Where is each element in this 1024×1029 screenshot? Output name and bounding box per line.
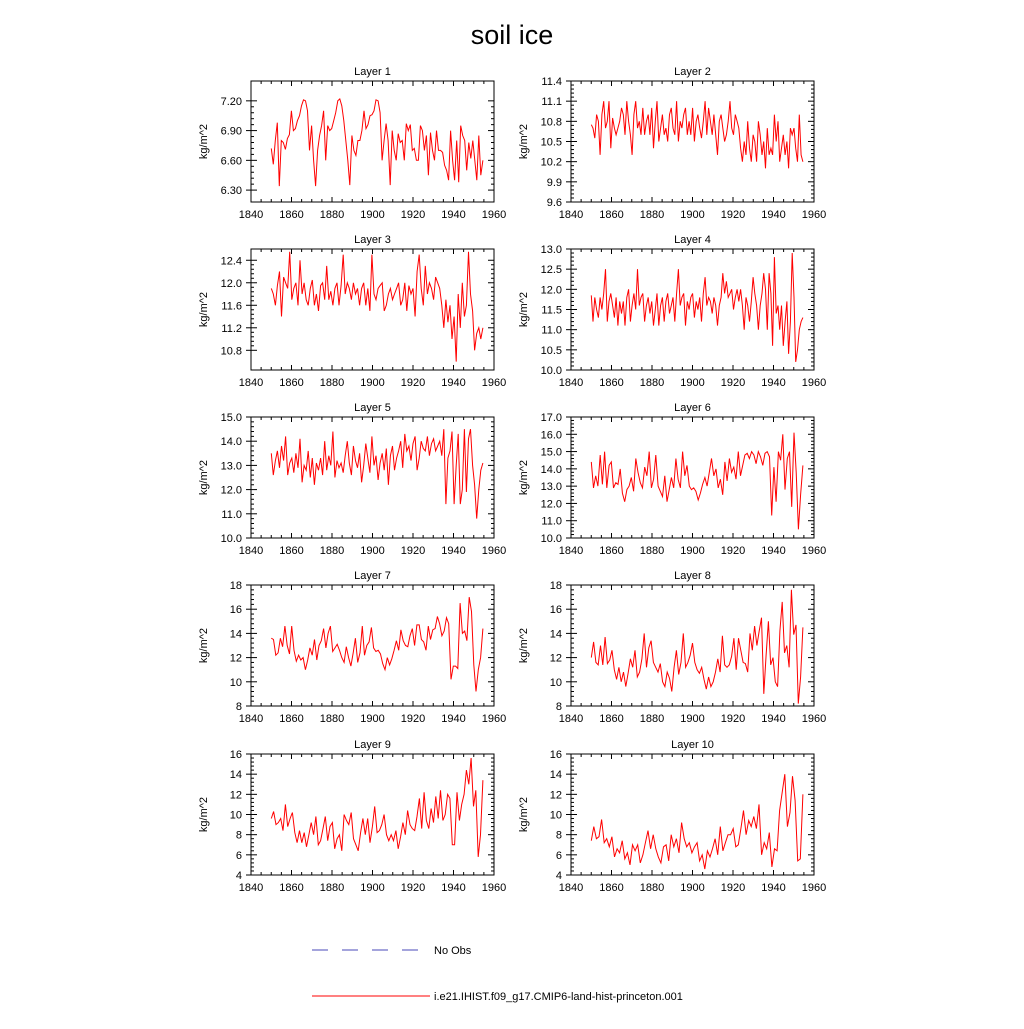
y-tick-label: 12.0 bbox=[220, 484, 242, 497]
x-tick-label: 1860 bbox=[279, 545, 304, 557]
series-line bbox=[271, 99, 483, 186]
x-tick-label: 1960 bbox=[481, 713, 507, 725]
y-tick-label: 4 bbox=[555, 870, 562, 882]
y-tick-label: 12 bbox=[549, 652, 562, 665]
y-tick-label: 14 bbox=[229, 769, 242, 782]
x-tick-label: 1900 bbox=[680, 377, 705, 389]
y-tick-label: 14.0 bbox=[220, 436, 242, 449]
y-tick-label: 11.2 bbox=[221, 322, 242, 335]
x-tick-label: 1860 bbox=[279, 713, 304, 725]
series-line bbox=[591, 774, 803, 869]
panel-title: Layer 9 bbox=[354, 739, 391, 751]
x-tick-label: 1920 bbox=[720, 377, 746, 389]
panels-group bbox=[198, 66, 826, 894]
y-tick-label: 11.1 bbox=[541, 96, 562, 109]
plot-frame bbox=[251, 417, 494, 538]
y-tick-label: 6.30 bbox=[220, 185, 242, 198]
y-tick-label: 10.5 bbox=[540, 344, 562, 357]
y-tick-label: 8 bbox=[235, 829, 242, 842]
x-tick-label: 1860 bbox=[599, 882, 624, 894]
panel-layer-9 bbox=[198, 739, 506, 894]
y-tick-label: 4 bbox=[235, 870, 242, 882]
x-tick-label: 1960 bbox=[801, 713, 827, 725]
y-tick-label: 18 bbox=[549, 580, 562, 592]
y-axis-label: kg/m^2 bbox=[518, 291, 530, 328]
y-tick-label: 16 bbox=[229, 604, 242, 617]
x-tick-label: 1840 bbox=[558, 209, 584, 221]
y-tick-label: 11.4 bbox=[541, 76, 562, 88]
series-line bbox=[271, 597, 483, 691]
y-tick-label: 15.0 bbox=[540, 446, 562, 459]
y-tick-label: 10.8 bbox=[220, 345, 242, 358]
y-tick-label: 8 bbox=[235, 701, 242, 713]
panel-title: Layer 8 bbox=[674, 570, 711, 582]
x-tick-label: 1920 bbox=[400, 713, 426, 725]
y-tick-label: 10.0 bbox=[540, 533, 562, 545]
x-tick-label: 1920 bbox=[400, 377, 426, 389]
x-tick-label: 1900 bbox=[680, 545, 705, 557]
panel-title: Layer 3 bbox=[354, 234, 391, 246]
panel-title: Layer 5 bbox=[354, 402, 391, 414]
y-tick-label: 16.0 bbox=[540, 429, 562, 442]
x-tick-label: 1880 bbox=[319, 545, 345, 557]
y-axis-label: kg/m^2 bbox=[198, 796, 210, 833]
y-tick-label: 10 bbox=[549, 809, 562, 822]
panel-title: Layer 4 bbox=[674, 234, 711, 246]
x-tick-label: 1920 bbox=[720, 209, 746, 221]
x-tick-label: 1840 bbox=[558, 545, 584, 557]
x-tick-label: 1940 bbox=[761, 713, 786, 725]
x-tick-label: 1960 bbox=[481, 377, 507, 389]
x-tick-label: 1840 bbox=[238, 377, 264, 389]
x-tick-label: 1960 bbox=[801, 545, 827, 557]
y-tick-label: 10.0 bbox=[220, 533, 242, 545]
x-tick-label: 1920 bbox=[720, 545, 746, 557]
legend bbox=[312, 945, 683, 1003]
x-tick-label: 1900 bbox=[360, 882, 385, 894]
y-tick-label: 12.5 bbox=[540, 264, 562, 277]
panel-layer-4 bbox=[518, 234, 826, 389]
y-axis-label: kg/m^2 bbox=[518, 796, 530, 833]
panel-title: Layer 6 bbox=[674, 402, 711, 414]
x-tick-label: 1940 bbox=[761, 882, 786, 894]
y-tick-label: 14 bbox=[229, 628, 242, 641]
x-tick-label: 1880 bbox=[319, 713, 345, 725]
series-line bbox=[591, 101, 803, 168]
x-tick-label: 1940 bbox=[441, 713, 466, 725]
x-tick-label: 1840 bbox=[238, 209, 264, 221]
y-tick-label: 10.2 bbox=[540, 156, 562, 169]
y-axis-label: kg/m^2 bbox=[518, 459, 530, 496]
x-tick-label: 1880 bbox=[639, 882, 665, 894]
y-tick-label: 12.0 bbox=[540, 284, 562, 297]
panel-layer-2 bbox=[518, 66, 826, 221]
x-tick-label: 1940 bbox=[441, 882, 466, 894]
y-tick-label: 6 bbox=[235, 849, 242, 862]
y-tick-label: 9.6 bbox=[546, 197, 562, 209]
x-tick-label: 1900 bbox=[360, 377, 385, 389]
x-tick-label: 1900 bbox=[360, 545, 385, 557]
y-tick-label: 16 bbox=[549, 604, 562, 617]
x-tick-label: 1860 bbox=[279, 209, 304, 221]
y-tick-label: 15.0 bbox=[220, 412, 242, 424]
x-tick-label: 1840 bbox=[238, 713, 264, 725]
figure-title: soil ice bbox=[470, 20, 554, 50]
x-tick-label: 1860 bbox=[599, 377, 624, 389]
y-axis-label: kg/m^2 bbox=[518, 123, 530, 160]
x-tick-label: 1840 bbox=[558, 377, 584, 389]
y-tick-label: 9.9 bbox=[546, 176, 562, 189]
y-tick-label: 14 bbox=[549, 769, 562, 782]
x-tick-label: 1940 bbox=[441, 545, 466, 557]
series-line bbox=[271, 252, 483, 362]
x-tick-label: 1860 bbox=[599, 545, 624, 557]
plot-frame bbox=[571, 754, 814, 875]
y-axis-label: kg/m^2 bbox=[198, 123, 210, 160]
y-tick-label: 13.0 bbox=[540, 244, 562, 256]
x-tick-label: 1960 bbox=[801, 882, 827, 894]
legend-obs-label: No Obs bbox=[434, 945, 472, 957]
x-tick-label: 1920 bbox=[400, 209, 426, 221]
x-tick-label: 1920 bbox=[720, 882, 746, 894]
y-tick-label: 10.8 bbox=[540, 116, 562, 129]
x-tick-label: 1960 bbox=[481, 209, 507, 221]
panel-layer-10 bbox=[518, 739, 826, 894]
x-tick-label: 1840 bbox=[558, 713, 584, 725]
x-tick-label: 1840 bbox=[238, 545, 264, 557]
x-tick-label: 1860 bbox=[599, 713, 624, 725]
plot-frame bbox=[251, 81, 494, 202]
x-tick-label: 1880 bbox=[639, 545, 665, 557]
y-tick-label: 11.6 bbox=[221, 300, 242, 313]
plot-frame bbox=[571, 81, 814, 202]
y-tick-label: 12 bbox=[229, 652, 242, 665]
x-tick-label: 1960 bbox=[801, 209, 827, 221]
y-axis-label: kg/m^2 bbox=[198, 459, 210, 496]
x-tick-label: 1880 bbox=[319, 209, 345, 221]
y-tick-label: 18 bbox=[229, 580, 242, 592]
x-tick-label: 1900 bbox=[680, 713, 705, 725]
y-tick-label: 8 bbox=[555, 701, 562, 713]
y-tick-label: 12 bbox=[229, 789, 242, 802]
x-tick-label: 1940 bbox=[761, 377, 786, 389]
y-tick-label: 11.0 bbox=[541, 324, 562, 337]
x-tick-label: 1860 bbox=[279, 377, 304, 389]
y-tick-label: 11.0 bbox=[541, 515, 562, 528]
panel-title: Layer 2 bbox=[674, 66, 711, 78]
x-tick-label: 1920 bbox=[400, 882, 426, 894]
series-line bbox=[591, 253, 803, 362]
x-tick-label: 1880 bbox=[639, 377, 665, 389]
panel-layer-5 bbox=[198, 402, 506, 557]
panel-title: Layer 1 bbox=[354, 66, 391, 78]
panel-title: Layer 7 bbox=[354, 570, 391, 582]
x-tick-label: 1860 bbox=[599, 209, 624, 221]
panel-layer-6 bbox=[518, 402, 826, 557]
x-tick-label: 1960 bbox=[801, 377, 827, 389]
y-tick-label: 10.5 bbox=[540, 136, 562, 149]
y-tick-label: 12.0 bbox=[220, 277, 242, 290]
series-line bbox=[591, 433, 803, 530]
y-tick-label: 11.5 bbox=[541, 304, 562, 317]
plot-frame bbox=[251, 754, 494, 875]
y-tick-label: 14.0 bbox=[540, 463, 562, 476]
y-tick-label: 6.60 bbox=[220, 155, 242, 168]
y-tick-label: 12.0 bbox=[540, 498, 562, 511]
y-tick-label: 10 bbox=[229, 809, 242, 822]
x-tick-label: 1960 bbox=[481, 545, 507, 557]
legend-model-label: i.e21.IHIST.f09_g17.CMIP6-land-hist-princeton.001 bbox=[434, 991, 683, 1003]
x-tick-label: 1900 bbox=[680, 882, 705, 894]
y-tick-label: 6.90 bbox=[220, 125, 242, 138]
y-tick-label: 16 bbox=[549, 749, 562, 761]
y-tick-label: 6 bbox=[555, 849, 562, 862]
x-tick-label: 1860 bbox=[279, 882, 304, 894]
x-tick-label: 1940 bbox=[761, 209, 786, 221]
x-tick-label: 1920 bbox=[400, 545, 426, 557]
panel-layer-3 bbox=[198, 234, 506, 389]
x-tick-label: 1880 bbox=[639, 209, 665, 221]
y-tick-label: 13.0 bbox=[220, 460, 242, 473]
panel-layer-1 bbox=[198, 66, 506, 221]
x-tick-label: 1920 bbox=[720, 713, 746, 725]
x-tick-label: 1900 bbox=[680, 209, 705, 221]
x-tick-label: 1900 bbox=[360, 713, 385, 725]
panel-layer-7 bbox=[198, 570, 506, 725]
panel-layer-8 bbox=[518, 570, 826, 725]
y-tick-label: 12.4 bbox=[220, 255, 242, 268]
x-tick-label: 1840 bbox=[558, 882, 584, 894]
x-tick-label: 1900 bbox=[360, 209, 385, 221]
y-tick-label: 10 bbox=[549, 676, 562, 689]
y-axis-label: kg/m^2 bbox=[518, 627, 530, 664]
panel-title: Layer 10 bbox=[671, 739, 714, 751]
y-tick-label: 16 bbox=[229, 749, 242, 761]
x-tick-label: 1940 bbox=[441, 209, 466, 221]
x-tick-label: 1940 bbox=[761, 545, 786, 557]
y-tick-label: 10.0 bbox=[540, 365, 562, 377]
series-line bbox=[271, 758, 483, 857]
x-tick-label: 1880 bbox=[319, 377, 345, 389]
y-tick-label: 7.20 bbox=[220, 95, 242, 108]
y-tick-label: 14 bbox=[549, 628, 562, 641]
x-tick-label: 1940 bbox=[441, 377, 466, 389]
y-tick-label: 11.0 bbox=[221, 508, 242, 521]
y-tick-label: 17.0 bbox=[540, 412, 562, 424]
x-tick-label: 1880 bbox=[639, 713, 665, 725]
series-line bbox=[271, 429, 483, 518]
y-tick-label: 8 bbox=[555, 829, 562, 842]
x-tick-label: 1840 bbox=[238, 882, 264, 894]
y-tick-label: 12 bbox=[549, 789, 562, 802]
x-tick-label: 1960 bbox=[481, 882, 507, 894]
y-axis-label: kg/m^2 bbox=[198, 627, 210, 664]
y-tick-label: 13.0 bbox=[540, 481, 562, 494]
x-tick-label: 1880 bbox=[319, 882, 345, 894]
series-line bbox=[591, 590, 803, 704]
y-tick-label: 10 bbox=[229, 676, 242, 689]
y-axis-label: kg/m^2 bbox=[198, 291, 210, 328]
